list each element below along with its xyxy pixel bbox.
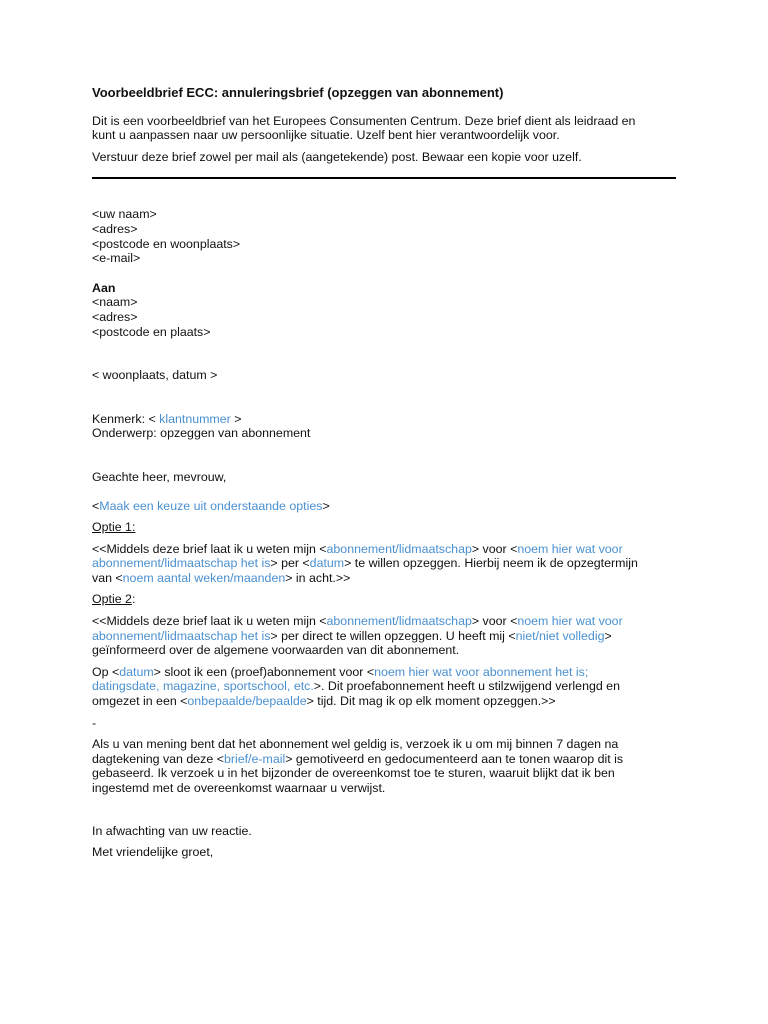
choose-option-line: <Maak een keuze uit onderstaande opties>	[92, 498, 330, 513]
trial-subscription-text: Op <datum> sloot ik een (proef)abonnement voor <noem hier wat voor abonnement het is; datingsdate, magazine, sportschool, etc.>. Dit proefabonnement heeft u stilzwijgend verlengd en omgezet in een <onbepaalde/bepaalde> tijd. Dit mag ik op elk moment opzeggen.>>	[92, 664, 620, 709]
validity-paragraph: Als u van mening bent dat het abonnement wel geldig is, verzoek ik u om mij binnen 7 dagen na dagtekening van deze <brief/e-mail> gemotiveerd en gedocumenteerd aan te tonen waarop dit is gebaseerd. Ik verzoek u in het bijzonder de overeenkomst toe te sturen, waaruit blijkt dat ik ben ingestemd met de overeenkomst waarnaar u verwijst.	[92, 737, 624, 795]
intro-line-1: Dit is een voorbeeldbrief van het Europees Consumenten Centrum. Deze brief dient als leidraad en	[92, 113, 636, 128]
recipient-block	[92, 281, 682, 339]
intro-line-2: kunt u aanpassen naar uw persoonlijke situatie. Uzelf bent hier verantwoordelijk voor.	[92, 128, 560, 143]
place-date: < woonplaats, datum >	[92, 368, 218, 383]
sender-name: <uw naam>	[92, 207, 157, 222]
sender-block	[92, 207, 682, 265]
subject-line: Onderwerp: opzeggen van abonnement	[92, 426, 311, 441]
sender-email: <e-mail>	[92, 251, 141, 266]
option-2-text: <<Middels deze brief laat ik u weten mijn <abonnement/lidmaatschap> voor <noem hier wat voor abonnement/lidmaatschap het is> per direct te willen opzeggen. U heeft mij <niet/niet volledig> geïnformeerd over de algemene voorwaarden van dit abonnement.	[92, 614, 623, 658]
page-title: Voorbeeldbrief ECC: annuleringsbrief (opzeggen van abonnement)	[92, 85, 504, 100]
regards-line: Met vriendelijke groet,	[92, 845, 214, 860]
recipient-postcode: <postcode en plaats>	[92, 324, 211, 339]
reference-placeholder: klantnummer	[159, 411, 231, 426]
sender-address: <adres>	[92, 221, 138, 236]
choose-option-placeholder: Maak een keuze uit onderstaande opties	[99, 498, 323, 513]
send-instruction: Verstuur deze brief zowel per mail als (aangetekende) post. Bewaar een kopie voor uzelf.	[92, 149, 582, 164]
recipient-label: Aan	[92, 280, 116, 295]
option-2-label: Optie 2:	[92, 592, 136, 607]
reference-line: Kenmerk: < klantnummer >	[92, 411, 242, 426]
option-1-label: Optie 1:	[92, 520, 136, 535]
recipient-address: <adres>	[92, 309, 138, 324]
closing-line: In afwachting van uw reactie.	[92, 823, 252, 838]
separator-dash: -	[92, 715, 97, 730]
option-1-text: <<Middels deze brief laat ik u weten mijn <abonnement/lidmaatschap> voor <noem hier wat voor abonnement/lidmaatschap het is> per <datum> te willen opzeggen. Hierbij neem ik de opzegtermijn van <noem aantal weken/maanden> in acht.>>	[92, 541, 638, 585]
sender-postcode: <postcode en woonplaats>	[92, 236, 241, 251]
letter-content	[92, 86, 682, 860]
recipient-name: <naam>	[92, 295, 138, 310]
salutation: Geachte heer, mevrouw,	[92, 469, 227, 484]
